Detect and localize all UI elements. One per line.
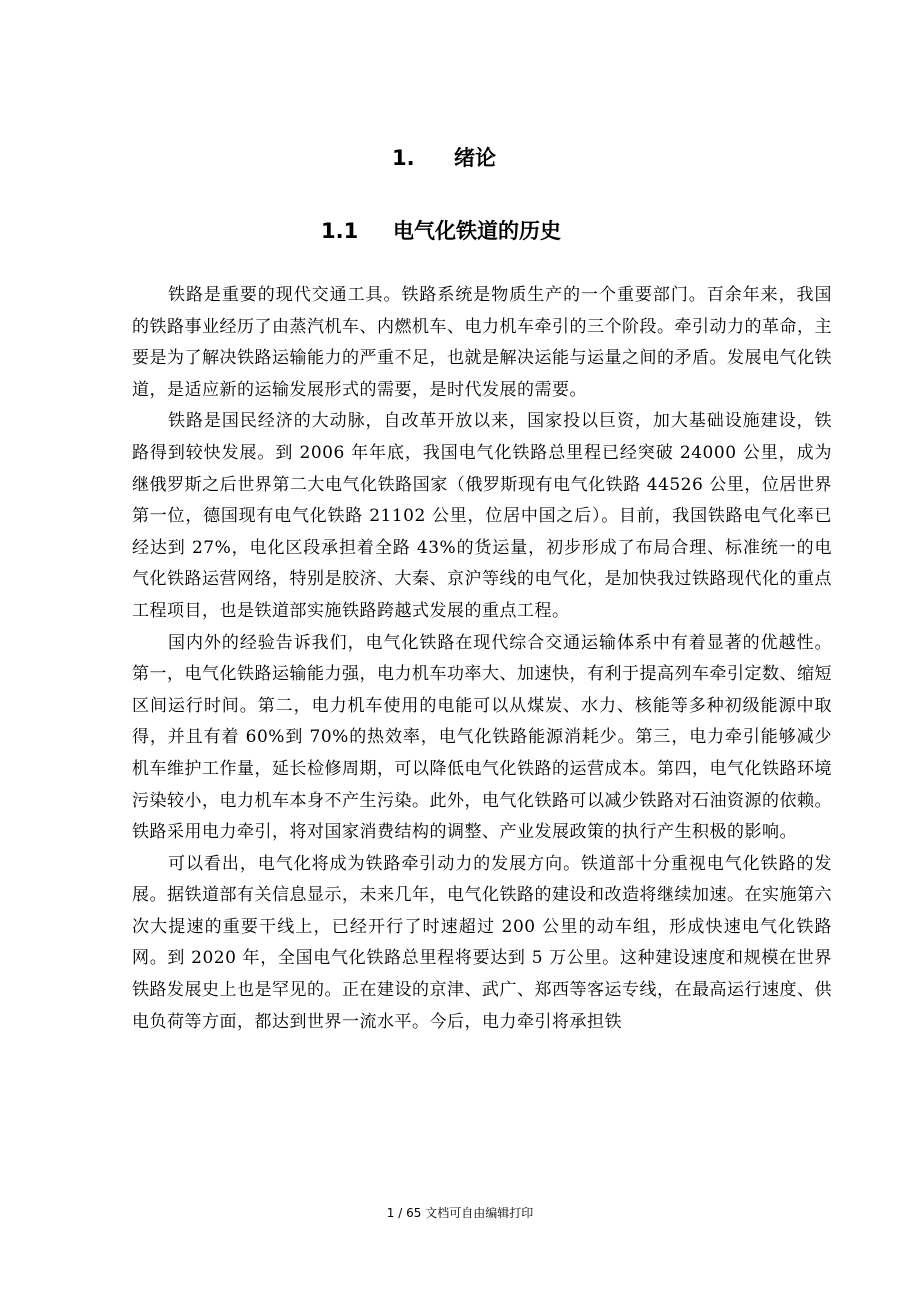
chapter-title: 绪论 — [454, 146, 496, 170]
section-heading — [0, 216, 920, 246]
page-footer: 1 / 65 文档可自由编辑打印 — [386, 1206, 534, 1220]
paragraph: 铁路是重要的现代交通工具。铁路系统是物质生产的一个重要部门。百余年来，我国的铁路事业经历了由蒸汽机车、内燃机车、电力机车牵引的三个阶段。牵引动力的革命，主要是为了解决铁路运输能力的严重不足，也就是解决运能与运量之间的矛盾。发展电气化铁道，是适应新的运输发展形式的需要，是时代发展的需要。 — [132, 285, 832, 400]
section-title: 电气化铁道的历史 — [393, 219, 561, 243]
section-number: 1.1 — [321, 219, 359, 243]
paragraph: 国内外的经验告诉我们，电气化铁路在现代综合交通运输体系中有着显著的优越性。第一，电气化铁路运输能力强，电力机车功率大、加速快，有利于提高列车牵引定数、缩短区间运行时间。第二，电力机车使用的电能可以从煤炭、水力、核能等多种初级能源中取得，并且有着 60%到 70%的热效率，电气化铁路能源消耗少。第三，电力牵引能够减少机车维护工作量，延长检修周期，可以降低电气化铁路的运营成本。第四，电气化铁路环境污染较小，电力机车本身不产生污染。此外，电气化铁路可以减少铁路对石油资源的依赖。铁路采用电力牵引，将对国家消费结构的调整、产业发展政策的执行产生积极的影响。 — [132, 632, 832, 843]
paragraph: 可以看出，电气化将成为铁路牵引动力的发展方向。铁道部十分重视电气化铁路的发展。据铁道部有关信息显示，未来几年，电气化铁路的建设和改造将继续加速。在实施第六次大提速的重要干线上，已经开行了时速超过 200 公里的动车组，形成快速电气化铁路网。到 2020 年，全国电气化铁路总里程将要达到 5 万公里。这种建设速度和规模在世界铁路发展史上也是罕见的。正在建设的京津、武广、郑西等客运专线，在最高运行速度、供电负荷等方面，都达到世界一流水平。今后，电力牵引将承担铁 — [132, 853, 832, 1032]
body-text — [132, 280, 832, 1038]
paragraph: 铁路是国民经济的大动脉，自改革开放以来，国家投以巨资，加大基础设施建设，铁路得到较快发展。到 2006 年年底，我国电气化铁路总里程已经突破 24000 公里，成为继俄罗斯之后世界第二大电气化铁路国家（俄罗斯现有电气化铁路 44526 公里，位居世界第一位，德国现有电气化铁路 21102 公里，位居中国之后）。目前，我国铁路电气化率已经达到 27%，电化区段承担着全路 43%的货运量，初步形成了布局合理、标准统一的电气化铁路运营网络，特别是胶济、大秦、京沪等线的电气化，是加快我过铁路现代化的重点工程项目，也是铁道部实施铁路跨越式发展的重点工程。 — [132, 411, 832, 621]
chapter-number: 1. — [392, 146, 415, 170]
chapter-heading — [0, 143, 920, 173]
